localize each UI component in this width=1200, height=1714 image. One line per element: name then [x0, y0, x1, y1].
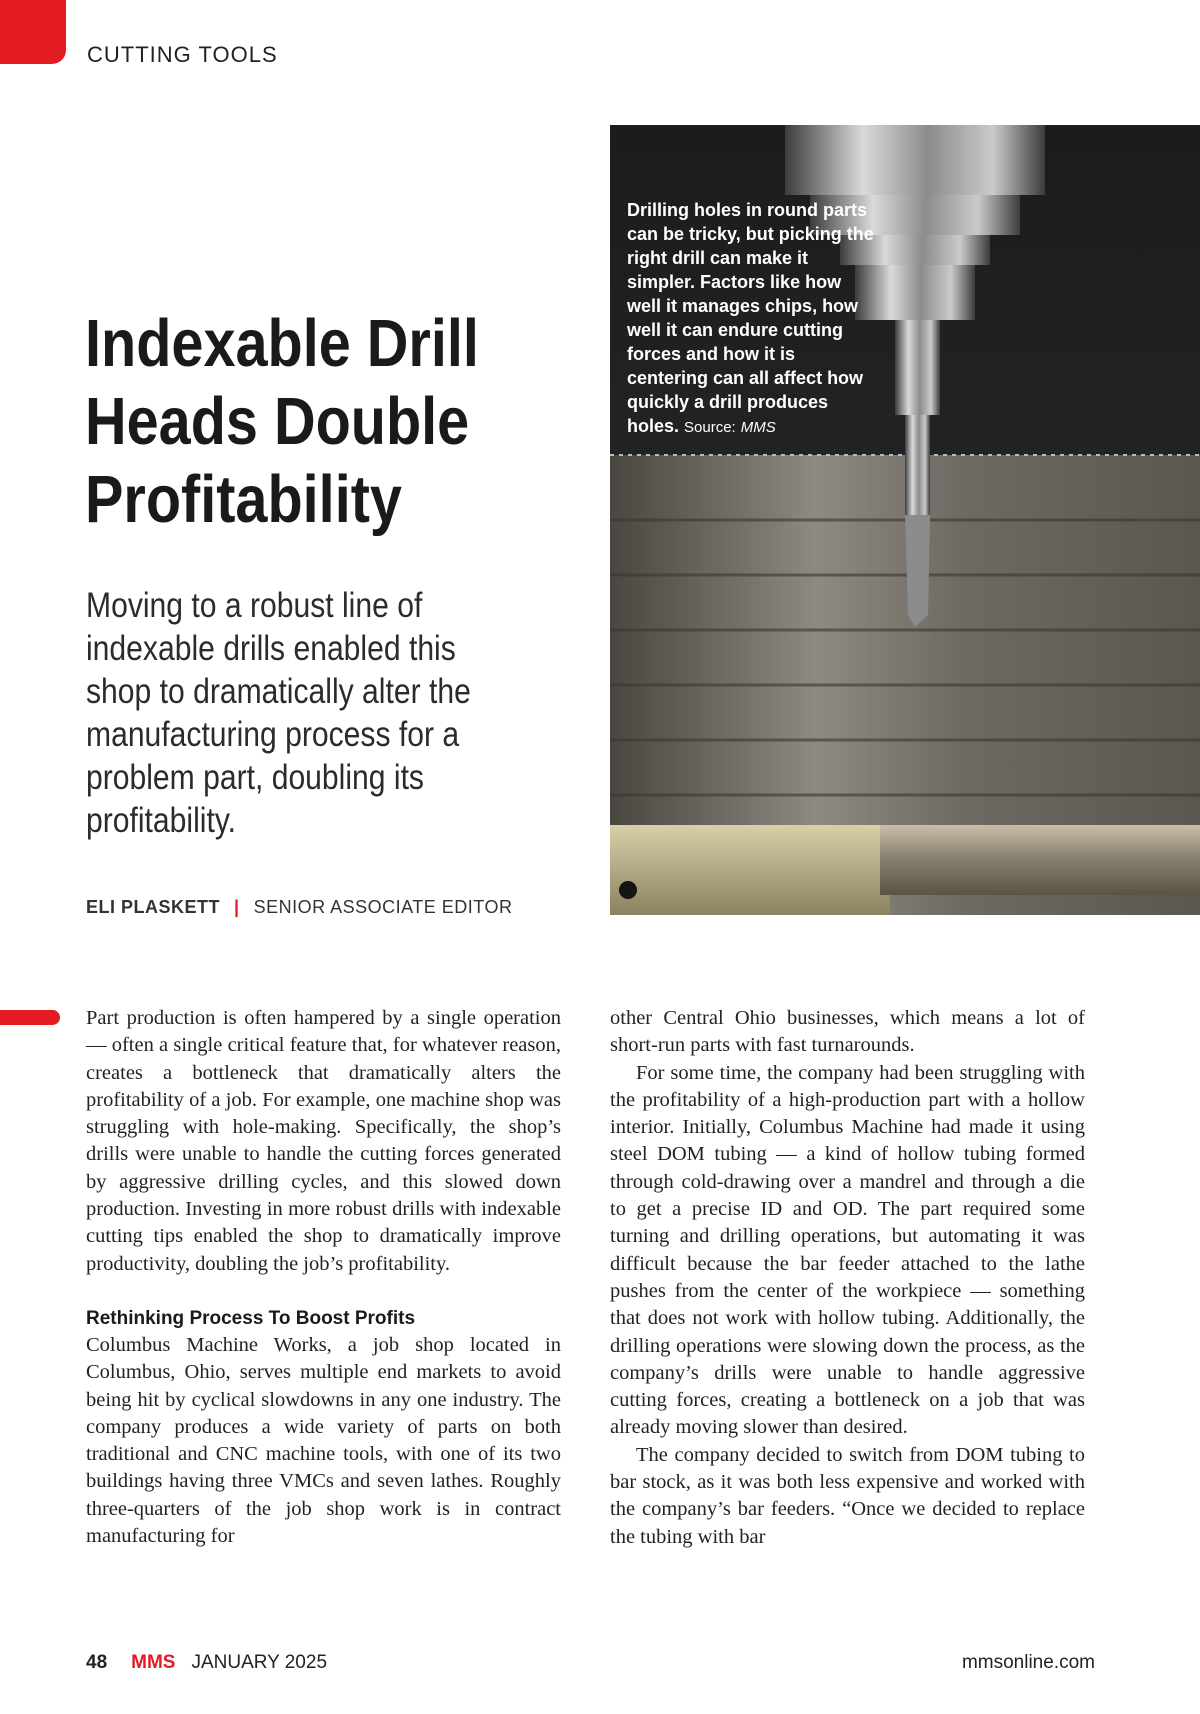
byline-role: SENIOR ASSOCIATE EDITOR: [253, 897, 513, 917]
byline-author: ELI PLASKETT: [86, 897, 221, 917]
byline-separator: |: [234, 897, 240, 917]
section-tab-marker: [0, 0, 66, 64]
body-subhead: Rethinking Process To Boost Profits: [86, 1307, 416, 1329]
magazine-name: MMS: [131, 1652, 176, 1673]
body-column-left: [86, 1005, 561, 1550]
page-number: 48: [86, 1652, 108, 1673]
article-dek: Moving to a robust line of indexable drills enabled this shop to dramatically alter the manufacturing process for a problem part, doubling its profitability.: [86, 586, 471, 840]
byline: [86, 897, 512, 918]
page-footer: [86, 1652, 327, 1674]
body-paragraph: For some time, the company had been struggling with the profitability of a high-production part with a hollow interior. Initially, Columbus Machine had made it using steel DOM tubing — a kind of hollow tubing formed through cold-drawing over a mandrel and through a die to get a precise ID and OD. The part required some turning and drilling operations, but automating it was difficult because the bar feeder attached to the lathe pushes from the center of the workpiece — something that does not work with hollow tubing. Additionally, the drilling operations were slowing down the process, as the company’s drills were unable to handle aggressive cutting forces, creating a bottleneck on a job that was already moving slower than desired.: [610, 1061, 1085, 1439]
caption-text: Drilling holes in round parts can be tricky, but picking the right drill can make it simpler. Factors like how well it manages chips, how well it can endure cutting forces and how it is centering can all affect how quickly a drill produces holes.: [627, 200, 874, 436]
body-paragraph: The company decided to switch from DOM tubing to bar stock, as it was both less expensive and worked with the company’s bar feeders. “Once we decided to replace the tubing with bar: [610, 1443, 1085, 1548]
body-column-right: [610, 1005, 1085, 1551]
body-paragraph-continued: other Central Ohio businesses, which means a lot of short-run parts with fast turnarounds.: [610, 1007, 1085, 1057]
body-paragraph-intro: Part production is often hampered by a single operation — often a single critical feature that, for whatever reason, creates a bottleneck that dramatically alters the profitability of a job. For example, one machine shop was struggling with hole-making. Specifically, the shop’s drills were unable to handle the cutting forces generated by aggressive drilling cycles, and this slowed down production. Investing in more robust drills with indexable cutting tips enabled the shop to dramatically improve productivity, doubling the job’s profitability.: [86, 1007, 561, 1275]
section-label: CUTTING TOOLS: [87, 42, 278, 67]
caption-source: MMS: [740, 419, 776, 436]
issue-date: JANUARY 2025: [191, 1652, 328, 1673]
caption-source-label: Source:: [684, 419, 736, 436]
article-headline: Indexable Drill Heads Double Profitability: [85, 306, 479, 537]
body-paragraph-section: Columbus Machine Works, a job shop located in Columbus, Ohio, serves multiple end markets to avoid being hit by cyclical slowdowns in any one industry. The company produces a wide variety of parts on both traditional and CNC machine tools, with one of its two buildings having three VMCs and seven lathes. Roughly three-quarters of the job shop work is in contract manufacturing for: [86, 1333, 561, 1548]
photo-caption: [627, 198, 877, 440]
body-tab-marker: [0, 1010, 60, 1025]
website-url: mmsonline.com: [961, 1652, 1095, 1673]
